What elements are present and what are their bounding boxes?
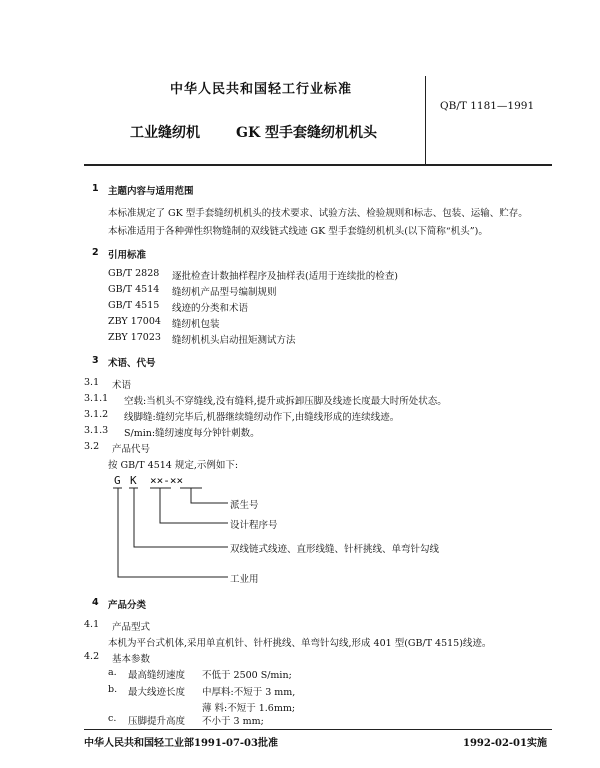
param-letter: b. — [108, 684, 118, 695]
param-value: 不小于 3 mm; — [202, 716, 264, 727]
clause-3-1-1-text: 空载:当机头不穿缝线,没有缝料,提升或拆卸压脚及线迹长度最大时所处状态。 — [124, 396, 447, 407]
code-label-derivative: 派生号 — [230, 500, 259, 511]
param-letter: a. — [108, 667, 117, 678]
clause-3-2-intro: 按 GB/T 4514 规定,示例如下: — [108, 460, 239, 471]
reference-title: 线迹的分类和术语 — [172, 303, 249, 314]
reference-code: GB/T 4514 — [108, 284, 160, 295]
clause-4-2-number: 4.2 — [84, 651, 100, 662]
param-value: 薄 料:不短于 1.6mm; — [202, 703, 296, 714]
section-4-title: 产品分类 — [108, 600, 147, 611]
reference-title: 缝纫机机头启动扭矩测试方法 — [172, 335, 296, 346]
section-2-title: 引用标准 — [108, 250, 147, 261]
param-value: 中厚料:不短于 3 mm, — [202, 687, 296, 698]
param-name: 最大线迹长度 — [128, 687, 186, 698]
section-1-title: 主题内容与适用范围 — [108, 186, 194, 197]
document-title: GK 型手套缝纫机机头 — [236, 125, 377, 141]
clause-3-1-2-number: 3.1.2 — [84, 409, 109, 420]
param-letter: c. — [108, 713, 117, 724]
reference-title: 缝纫机包装 — [172, 319, 220, 330]
clause-4-1-number: 4.1 — [84, 619, 100, 630]
section-3-title: 术语、代号 — [108, 358, 156, 369]
code-label-industrial: 工业用 — [230, 574, 259, 585]
clause-4-2-title: 基本参数 — [112, 654, 151, 665]
reference-code: GB/T 4515 — [108, 300, 160, 311]
clause-3-1-title: 术语 — [112, 380, 132, 391]
param-name: 最高缝纫速度 — [128, 670, 186, 681]
section-4-number: 4 — [92, 597, 99, 608]
clause-4-1-title: 产品型式 — [112, 622, 151, 633]
clause-3-1-3-text: S/min:缝纫速度每分钟针刺数。 — [124, 428, 260, 439]
approval-line: 中华人民共和国轻工业部1991-07-03批准 — [84, 738, 278, 749]
clause-3-1-2-text: 线脚缝:缝纫完毕后,机器继续缝纫动作下,由缝线形成的连续线迹。 — [124, 412, 400, 423]
section-1-number: 1 — [92, 183, 99, 194]
reference-code: ZBY 17004 — [108, 316, 161, 327]
param-name: 压脚提升高度 — [128, 716, 186, 727]
clause-3-1-1-number: 3.1.1 — [84, 393, 109, 404]
code-label-stitch-type: 双线链式线迹、直形线缝、针杆挑线、单弯针勾线 — [230, 544, 440, 555]
code-letter-k: K — [130, 474, 137, 487]
clause-4-1-text: 本机为平台式机体,采用单直机针、针杆挑线、单弯针勾线,形成 401 型(GB/T 4515)线迹。 — [108, 638, 492, 649]
section-1-paragraph-1: 本标准规定了 GK 型手套缝纫机机头的技术要求、试验方法、检验规则和标志、包装、运输、贮存。 — [108, 208, 528, 219]
section-3-number: 3 — [92, 355, 99, 366]
code-letter-g: G — [114, 474, 121, 487]
code-label-design-sequence: 设计程序号 — [230, 520, 278, 531]
title-category: 工业缝纫机 — [130, 125, 200, 141]
clause-3-1-number: 3.1 — [84, 377, 100, 388]
reference-title: 缝纫机产品型号编制规则 — [172, 287, 277, 298]
standard-number: QB/T 1181—1991 — [440, 100, 535, 112]
footer-rule — [84, 729, 552, 730]
code-placeholder: ××-×× — [150, 474, 184, 487]
reference-title: 逐批检查计数抽样程序及抽样表(适用于连续批的检查) — [172, 271, 398, 282]
section-2-number: 2 — [92, 247, 99, 258]
implementation-date: 1992-02-01实施 — [463, 738, 547, 749]
clause-3-2-number: 3.2 — [84, 441, 100, 452]
section-1-paragraph-2: 本标准适用于各种弹性织物缝制的双线链式线迹 GK 型手套缝纫机机头(以下简称“机头”)。 — [108, 226, 488, 237]
reference-code: GB/T 2828 — [108, 268, 160, 279]
clause-3-1-3-number: 3.1.3 — [84, 425, 109, 436]
param-value: 不低于 2500 S/min; — [202, 670, 292, 681]
reference-code: ZBY 17023 — [108, 332, 161, 343]
clause-3-2-title: 产品代号 — [112, 444, 151, 455]
org-standard-title: 中华人民共和国轻工行业标准 — [170, 82, 353, 97]
